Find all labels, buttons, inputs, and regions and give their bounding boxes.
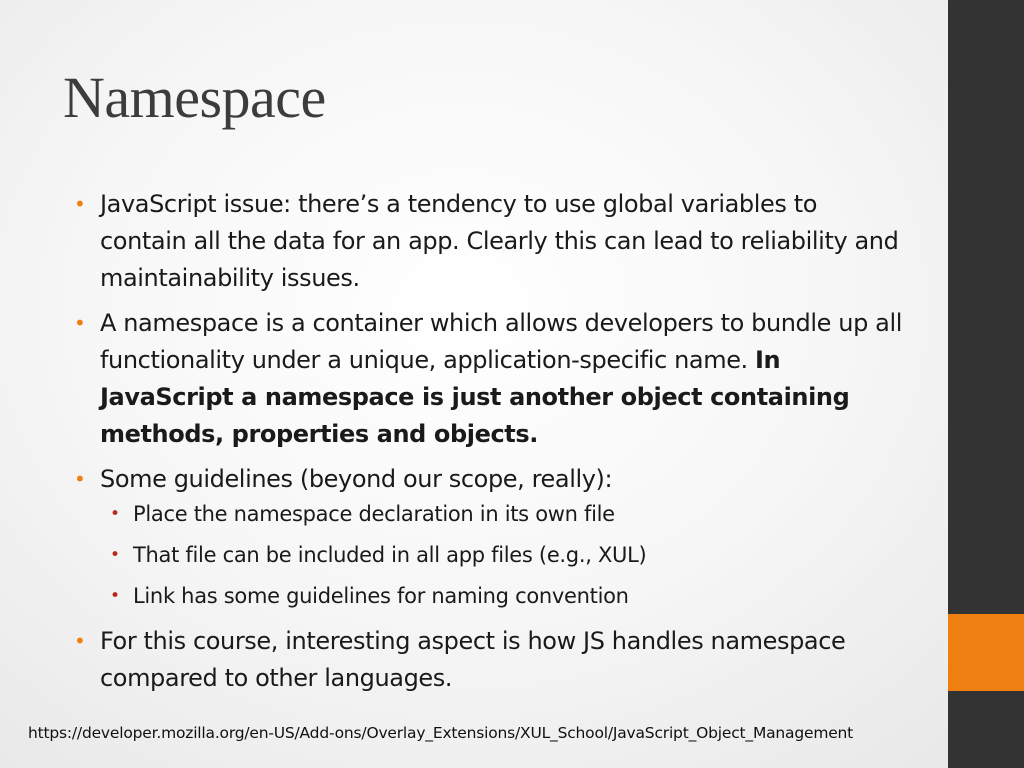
bullet-bold-text: In JavaScript a namespace is just another object containing methods, properties and objects.	[100, 346, 850, 448]
bullet-text: JavaScript issue: there’s a tendency to use global variables to contain all the data for an app. Clearly this can lead to reliability and maintainability issues.	[100, 190, 899, 292]
sub-bullet-item	[100, 500, 902, 529]
bullet-icon: •	[74, 311, 86, 335]
bullet-icon: •	[74, 192, 86, 216]
sub-bullet-icon: •	[110, 545, 120, 565]
bullet-item	[72, 623, 902, 697]
bullet-item	[72, 305, 902, 453]
slide-title: Namespace	[63, 65, 326, 130]
bullet-text: For this course, interesting aspect is how JS handles namespace compared to other languages.	[100, 627, 846, 692]
sub-bullet-icon: •	[110, 586, 120, 606]
decorative-accent-block	[948, 614, 1024, 691]
sub-bullet-list	[100, 500, 902, 611]
sub-bullet-text: That file can be included in all app files (e.g., XUL)	[133, 543, 647, 567]
slide-body	[72, 186, 902, 705]
sub-bullet-icon: •	[110, 504, 120, 524]
sub-bullet-text: Place the namespace declaration in its own file	[133, 502, 615, 526]
sub-bullet-item	[100, 582, 902, 611]
bullet-icon: •	[74, 467, 86, 491]
bullet-text: A namespace is a container which allows developers to bundle up all functionality under a unique, application-specific name.	[100, 309, 902, 374]
sub-bullet-item	[100, 541, 902, 570]
bullet-list	[72, 186, 902, 697]
bullet-icon: •	[74, 629, 86, 653]
sub-bullet-text: Link has some guidelines for naming convention	[133, 584, 629, 608]
bullet-item	[72, 461, 902, 611]
bullet-text: Some guidelines (beyond our scope, really):	[100, 465, 613, 493]
reference-link[interactable]: https://developer.mozilla.org/en-US/Add-ons/Overlay_Extensions/XUL_School/JavaScript_Object_Management	[28, 724, 854, 742]
bullet-item	[72, 186, 902, 297]
